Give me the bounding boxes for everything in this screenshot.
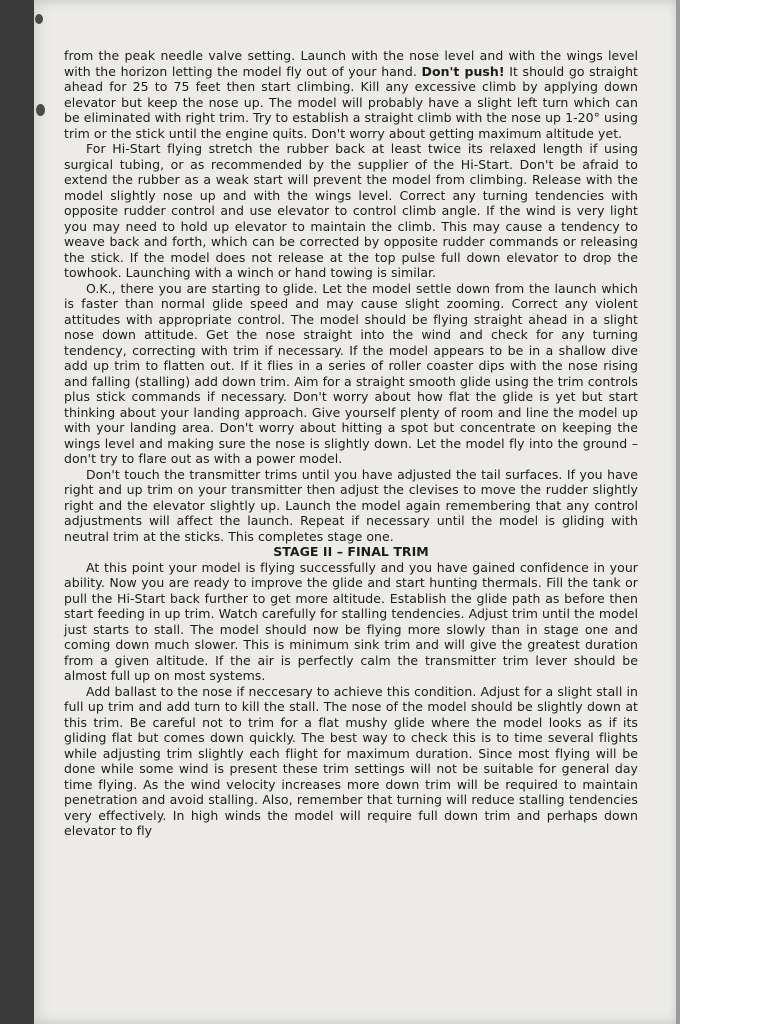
body-text	[64, 48, 638, 839]
page-background-right	[680, 0, 768, 1024]
paragraph-6: Add ballast to the nose if neccesary to achieve this condition. Adjust for a slight stall in full up trim and add turn to kill the stall. The nose of the model should be slightly down at this trim. Be careful not to trim for a flat mushy glide where the model looks as if its gliding flat but comes down quickly. The best way to check this is to time several flights while adjusting trim slightly each flight for maximum duration. Since most flying will be done while some wind is present these trim settings will not be suitable for general day time flying. As the wind velocity increases more down trim will be required to maintain penetration and avoid stalling. Also, remember that turning will reduce stalling tendencies very effectively. In high winds the model will require full down trim and perhaps down elevator to fly	[64, 683, 638, 838]
paragraph-1-text-a: from the peak needle valve setting. Launch with the nose level and with the wings level with the horizon letting the model fly out of your hand.	[64, 48, 638, 79]
ink-blot	[36, 104, 45, 116]
paragraph-4: Don't touch the transmitter trims until you have adjusted the tail surfaces. If you have right and up trim on your transmitter then adjust the clevises to move the rudder slightly right and the elevator slightly up. Launch the model again remembering that any control adjustments will affect the launch. Repeat if necessary until the model is gliding with neutral trim at the sticks. This completes stage one.	[64, 466, 638, 544]
paragraph-5: At this point your model is flying successfully and you have gained confidence in your ability. Now you are ready to improve the glide and start hunting thermals. Fill the tank or pull the Hi-Start back further to get more altitude. Establish the glide path as before then start feeding in up trim. Watch carefully for stalling tendencies. Adjust trim until the model just starts to stall. The model should now be flying more slowly than in stage one and coming down much slower. This is minimum sink trim and will give the greatest duration from a given altitude. If the air is perfectly calm the transmitter trim lever should be almost full up on most systems.	[64, 559, 638, 683]
section-heading: STAGE II – FINAL TRIM	[273, 544, 429, 559]
paragraph-1-bold: Don't push!	[421, 63, 505, 79]
paragraph-1	[64, 48, 638, 141]
paragraph-1-text-b: It should go straight ahead for 25 to 75 feet then start climbing. Kill any excessive climb by applying down elevator but keep the nose up. The model will probably have a slight left turn which can be eliminated with right trim. Try to establish a straight climb with the nose up 1-20° using trim or the stick until the engine quits. Don't worry about getting maximum altitude yet.	[64, 63, 639, 141]
paragraph-2: For Hi-Start flying stretch the rubber back at least twice its relaxed length if using surgical tubing, or as recommended by the supplier of the Hi-Start. Don't be afraid to extend the rubber as a weak start will prevent the model from climbing. Release with the model slightly nose up and with the wings level. Correct any turning tendencies with opposite rudder control and use elevator to control climb angle. If the wind is very light you may need to hold up elevator to maintain the climb. This may cause a tendency to weave back and forth, which can be corrected by opposite rudder commands or releasing the stick. If the model does not release at the top pulse full down elevator to drop the towhook. Launching with a winch or hand towing is similar.	[64, 141, 638, 280]
ink-blot	[35, 14, 43, 24]
paragraph-3: O.K., there you are starting to glide. Let the model settle down from the launch which is faster than normal glide speed and may cause slight zooming. Correct any violent attitudes with appropriate control. The model should be flying straight ahead in a slight nose down attitude. Get the nose straight into the wind and check for any turning tendency, correcting with trim if necessary. If the model appears to be in a shallow dive add up trim to flatten out. If it flies in a series of roller coaster dips with the nose rising and falling (stalling) add down trim. Aim for a straight smooth glide using the trim controls plus stick commands if necessary. Don't worry about how flat the glide is yet but start thinking about your landing approach. Give yourself plenty of room and line the model up with your landing area. Don't worry about hitting a spot but concentrate on keeping the wings level and making sure the nose is slightly down. Let the model fly into the ground – don't try to flare out as with a power model.	[64, 280, 638, 466]
